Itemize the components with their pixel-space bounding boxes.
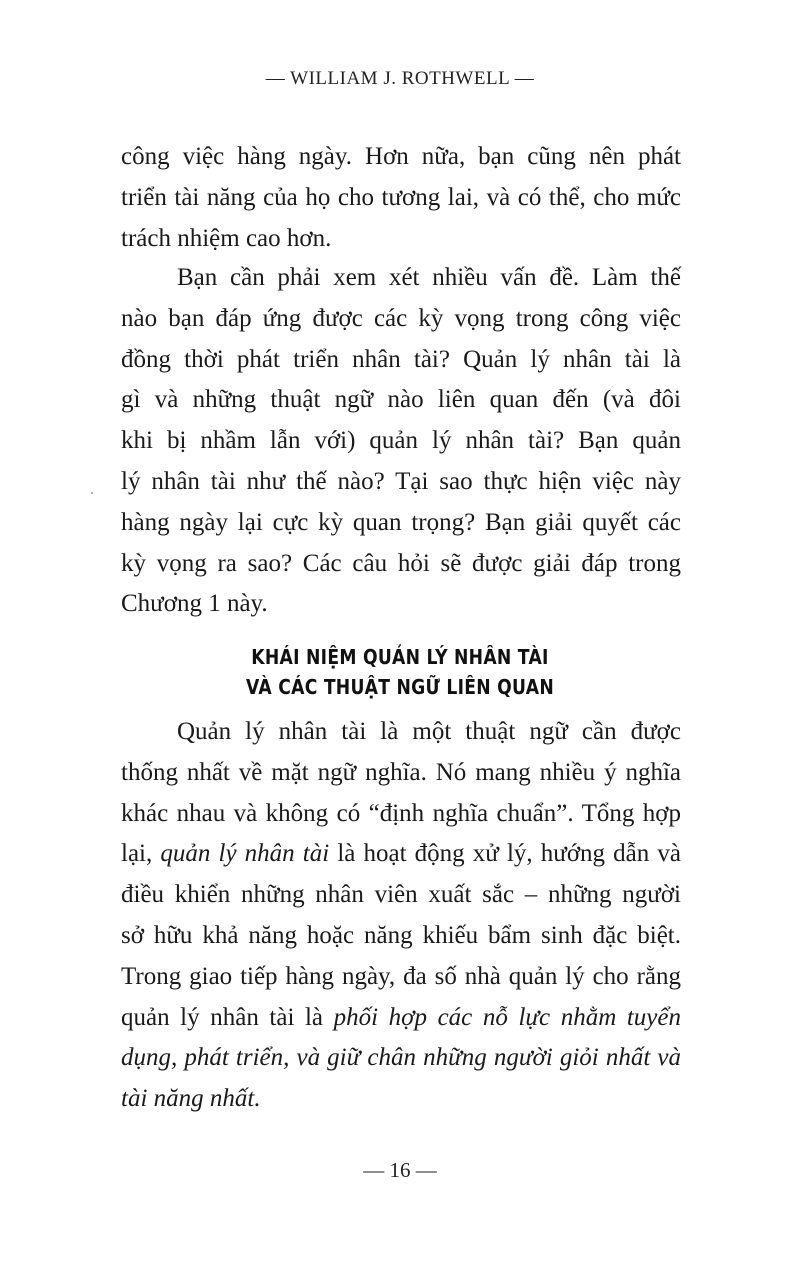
paragraph-questions	[121, 258, 681, 625]
section-heading	[56, 642, 744, 702]
section-heading-line-2: VÀ CÁC THUẬT NGỮ LIÊN QUAN	[246, 675, 554, 699]
text-line: nào bạn đáp ứng được các kỳ vọng trong công việc	[121, 304, 681, 332]
text-fragment: lại,	[121, 840, 161, 868]
text-line: thống nhất về mặt ngữ nghĩa. Nó mang nhiều ý nghĩa	[121, 758, 681, 786]
text-fragment: là hoạt động xử lý, hướng dẫn và	[329, 840, 681, 868]
text-line	[121, 834, 681, 875]
text-line: Bạn cần phải xem xét nhiều vấn đề. Làm thế	[177, 264, 681, 291]
text-line	[121, 1038, 681, 1079]
italic-definition: tài năng nhất.	[121, 1085, 261, 1113]
text-line: trách nhiệm cao hơn.	[121, 224, 332, 252]
text-line: Quản lý nhân tài là một thuật ngữ cần được	[177, 718, 681, 745]
text-line	[121, 998, 681, 1039]
text-line: khác nhau và không có “định nghĩa chuẩn”. Tổng hợp	[121, 799, 681, 827]
margin-speck	[91, 492, 93, 494]
paragraph-definition	[121, 712, 681, 1120]
italic-term: quản lý nhân tài	[160, 840, 330, 868]
text-line: hàng ngày lại cực kỳ quan trọng? Bạn giải quyết các	[121, 508, 681, 536]
text-line: điều khiển những nhân viên xuất sắc – những người	[121, 881, 681, 909]
text-line: đồng thời phát triển nhân tài? Quản lý nhân tài là	[121, 345, 681, 373]
running-header: — WILLIAM J. ROTHWELL —	[265, 68, 535, 89]
italic-definition: dụng, phát triển, và giữ chân những người giỏi nhất và	[121, 1044, 681, 1072]
text-line: triển tài năng của họ cho tương lai, và có thể, cho mức	[121, 183, 681, 211]
text-line: Chương 1 này.	[121, 590, 268, 618]
italic-definition: phối hợp các nỗ lực nhằm tuyển	[333, 1003, 681, 1031]
text-line: khi bị nhầm lẫn với) quản lý nhân tài? Bạn quản	[121, 427, 681, 455]
section-heading-line-1: KHÁI NIỆM QUẢN LÝ NHÂN TÀI	[251, 645, 549, 669]
text-line: kỳ vọng ra sao? Các câu hỏi sẽ được giải đáp trong	[121, 549, 681, 577]
text-line: gì và những thuật ngữ nào liên quan đến (và đôi	[121, 386, 681, 414]
text-fragment: quản lý nhân tài là	[121, 1003, 334, 1031]
text-line: sở hữu khả năng hoặc năng khiếu bẩm sinh đặc biệt.	[121, 921, 681, 949]
text-line: Trong giao tiếp hàng ngày, đa số nhà quản lý cho rằng	[121, 962, 681, 990]
text-line	[121, 1079, 681, 1120]
text-line: lý nhân tài như thế nào? Tại sao thực hiện việc này	[121, 467, 681, 495]
paragraph-continued	[121, 137, 681, 259]
page-number: — 16 —	[363, 1158, 437, 1182]
text-line: công việc hàng ngày. Hơn nữa, bạn cũng nên phát	[121, 143, 681, 170]
